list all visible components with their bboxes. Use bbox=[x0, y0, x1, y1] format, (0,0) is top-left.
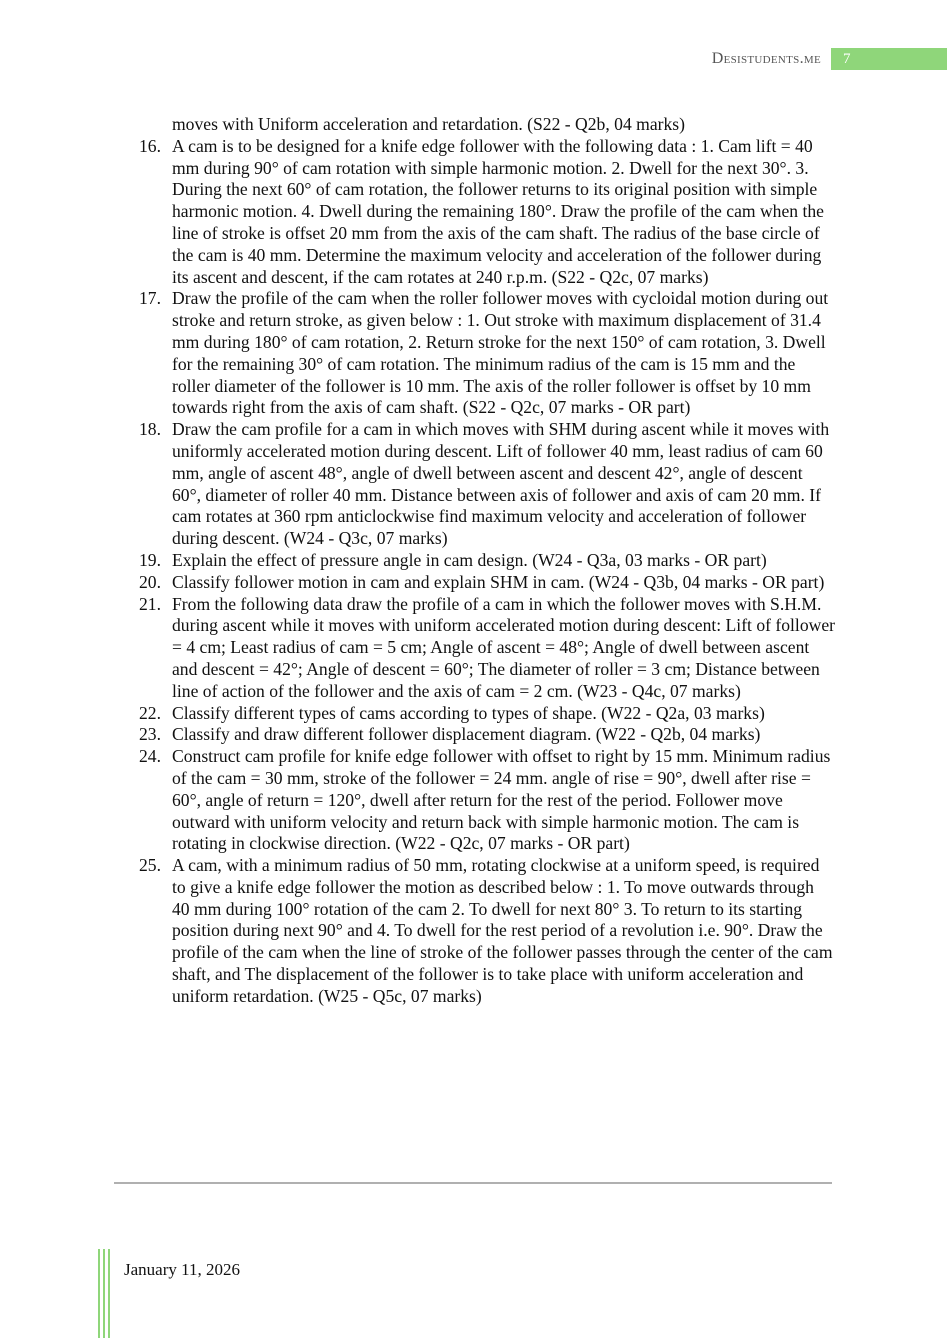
question-text: From the following data draw the profile of a cam in which the follower moves with S.H.M. during ascent while it moves with uniform accelerated motion during descent: Lift of follower = 4 cm; Least radius of cam = 5 cm; Angle of ascent = 48°; Angle of dwell between ascent and descent = 42°; Angle of descent = 60°; The diameter of roller = 3 cm; Distance between line of action of the follower and the axis of cam = 2 cm. (W23 - Q4c, 07 marks) bbox=[172, 593, 835, 701]
question-number: 19. bbox=[139, 549, 161, 570]
question-number: 20. bbox=[139, 571, 161, 592]
question-number: 25. bbox=[139, 855, 161, 876]
question-number: 18. bbox=[139, 419, 161, 440]
question-item bbox=[139, 703, 835, 725]
question-item bbox=[139, 136, 835, 289]
footer-accent-bars bbox=[98, 1249, 114, 1338]
question-item bbox=[139, 550, 835, 572]
question-text: Classify different types of cams according to types of shape. (W22 - Q2a, 03 marks) bbox=[172, 702, 765, 723]
question-item bbox=[139, 855, 835, 1008]
question-item bbox=[139, 724, 835, 746]
question-item bbox=[139, 288, 835, 419]
question-item bbox=[139, 746, 835, 855]
site-brand: Desistudents.me bbox=[711, 50, 821, 67]
footer-date: January 11, 2026 bbox=[124, 1260, 240, 1279]
page-header bbox=[712, 47, 947, 71]
question-text: A cam, with a minimum radius of 50 mm, rotating clockwise at a uniform speed, is required to give a knife edge follower the motion as described below : 1. To move outwards through 40 mm during 100° rotation of the cam 2. To dwell for next 80° 3. To return to its starting position during next 90° and 4. To dwell for the rest period of a revolution i.e. 90°. Draw the profile of the cam when the line of stroke of the follower passes through the center of the cam shaft, and The displacement of the follower is to take place with uniform acceleration and uniform retardation. (W25 - Q5c, 07 marks) bbox=[172, 855, 833, 1006]
question-list bbox=[139, 114, 835, 1008]
question-text: Construct cam profile for knife edge follower with offset to right by 15 mm. Minimum radius of the cam = 30 mm, stroke of the follower = 24 mm. angle of rise = 90°, dwell after rise = 60°, angle of return = 120°, dwell after return for the rest of the period. Follower move outward with uniform velocity and return back with simple harmonic motion. The cam is rotating in clockwise direction. (W22 - Q2c, 07 marks - OR part) bbox=[172, 746, 831, 854]
question-text: Draw the cam profile for a cam in which moves with SHM during ascent while it moves with uniformly accelerated motion during descent. Lift of follower 40 mm, least radius of cam 60 mm, angle of ascent 48°, angle of dwell between ascent and descent 42°, angle of descent 60°, diameter of roller 40 mm. Distance between axis of follower and axis of cam 20 mm. If cam rotates at 360 rpm anticlockwise find maximum velocity and acceleration of follower during descent. (W24 - Q3c, 07 marks) bbox=[172, 419, 830, 549]
question-text: Classify follower motion in cam and explain SHM in cam. (W24 - Q3b, 04 marks - OR part) bbox=[172, 571, 825, 592]
question-number: 22. bbox=[139, 702, 161, 723]
continuation-text: moves with Uniform acceleration and retardation. (S22 - Q2b, 04 marks) bbox=[172, 114, 686, 134]
question-text: Draw the profile of the cam when the roller follower moves with cycloidal motion during out stroke and return stroke, as given below : 1. Out stroke with maximum displacement of 31.4 mm during 180° of cam rotation, 2. Return stroke for the next 150° of cam rotation, 3. Dwell for the remaining 30° of cam rotation. The minimum radius of the cam is 15 mm and the roller diameter of the follower is 10 mm. The axis of the roller follower is offset by 10 mm towards right from the axis of cam shaft. (S22 - Q2c, 07 marks - OR part) bbox=[172, 288, 829, 418]
question-number: 23. bbox=[139, 724, 161, 745]
question-number: 21. bbox=[139, 593, 161, 614]
footer-divider bbox=[114, 1182, 832, 1184]
page-number: 7 bbox=[831, 48, 947, 70]
question-item bbox=[139, 572, 835, 594]
question-number: 24. bbox=[139, 746, 161, 767]
question-number: 17. bbox=[139, 288, 161, 309]
question-number: 16. bbox=[139, 135, 161, 156]
question-text: Classify and draw different follower displacement diagram. (W22 - Q2b, 04 marks) bbox=[172, 724, 761, 745]
question-text: Explain the effect of pressure angle in cam design. (W24 - Q3a, 03 marks - OR part) bbox=[172, 549, 767, 570]
question-item bbox=[139, 594, 835, 703]
question-item bbox=[139, 419, 835, 550]
question-text: A cam is to be designed for a knife edge follower with the following data : 1. Cam lift = 40 mm during 90° of cam rotation with simple harmonic motion. 2. Dwell for the next 30°. 3. During the next 60° of cam rotation, the follower returns to its original position with simple harmonic motion. 4. Dwell during the remaining 180°. Draw the profile of the cam when the line of stroke is offset 20 mm from the axis of the cam shaft. The radius of the base circle of the cam is 40 mm. Determine the maximum velocity and acceleration of the follower during its ascent and descent, if the cam rotates at 240 r.p.m. (S22 - Q2c, 07 marks) bbox=[172, 135, 824, 287]
